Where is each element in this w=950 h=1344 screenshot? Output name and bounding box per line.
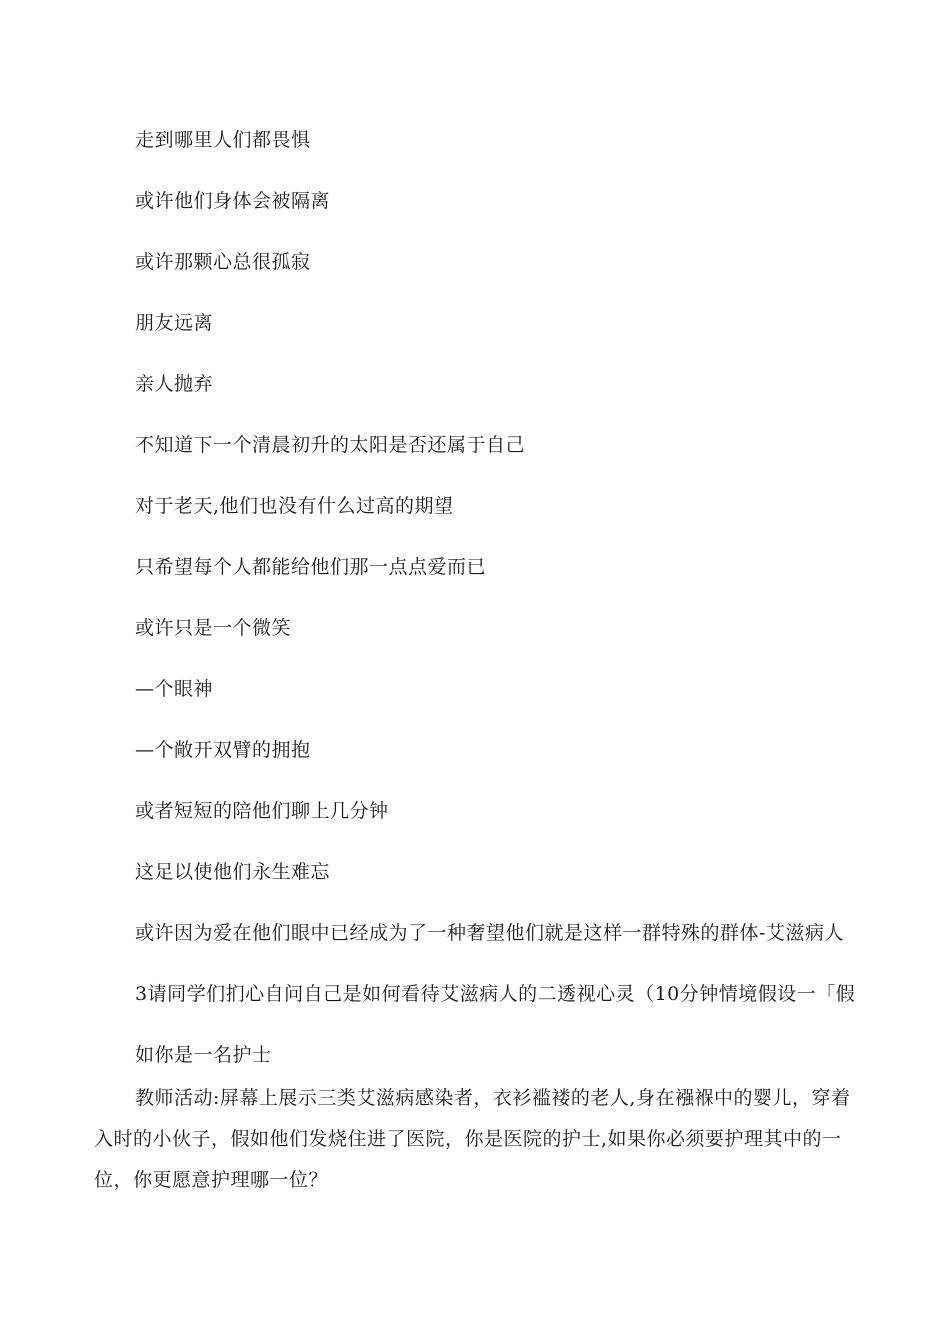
poem-line: 朋友远离 [135, 312, 214, 334]
poem-line: —个敞开双臂的拥抱 [135, 739, 311, 761]
poem-line: 或许那颗心总很孤寂 [135, 251, 311, 273]
teacher-activity-paragraph [94, 1078, 864, 1201]
poem-line: 或者短短的陪他们聊上几分钟 [135, 800, 389, 822]
teacher-activity-text: 教师活动:屏幕上展示三类艾滋病感染者，衣衫褴褛的老人,身在襁褓中的婴儿，穿着入时的小伙子，假如他们发烧住进了医院，你是医院的护士,如果你必须要护理其中的一位，你更愿意护理哪一位？ [94, 1087, 851, 1191]
poem-line: 或许因为爱在他们眼中已经成为了一种奢望他们就是这样一群特殊的群体-艾滋病人 [135, 922, 844, 944]
poem-line: 或许只是一个微笑 [135, 617, 292, 639]
question-line: 3请同学们扪心自问自己是如何看待艾滋病人的二透视心灵（10分钟情境假设一「假 [135, 983, 856, 1005]
poem-line: 只希望每个人都能给他们那一点点爱而已 [135, 556, 487, 578]
question-line: 如你是一名护士 [135, 1044, 272, 1066]
poem-line: 不知道下一个清晨初升的太阳是否还属于自己 [135, 434, 526, 456]
poem-line: 或许他们身体会被隔离 [135, 190, 331, 212]
poem-line: 对于老天,他们也没有什么过高的期望 [135, 495, 454, 517]
poem-line: 走到哪里人们都畏惧 [135, 129, 311, 151]
poem-line: 这足以使他们永生难忘 [135, 861, 331, 883]
poem-line: —个眼神 [135, 678, 214, 700]
poem-line: 亲人抛弃 [135, 373, 214, 395]
